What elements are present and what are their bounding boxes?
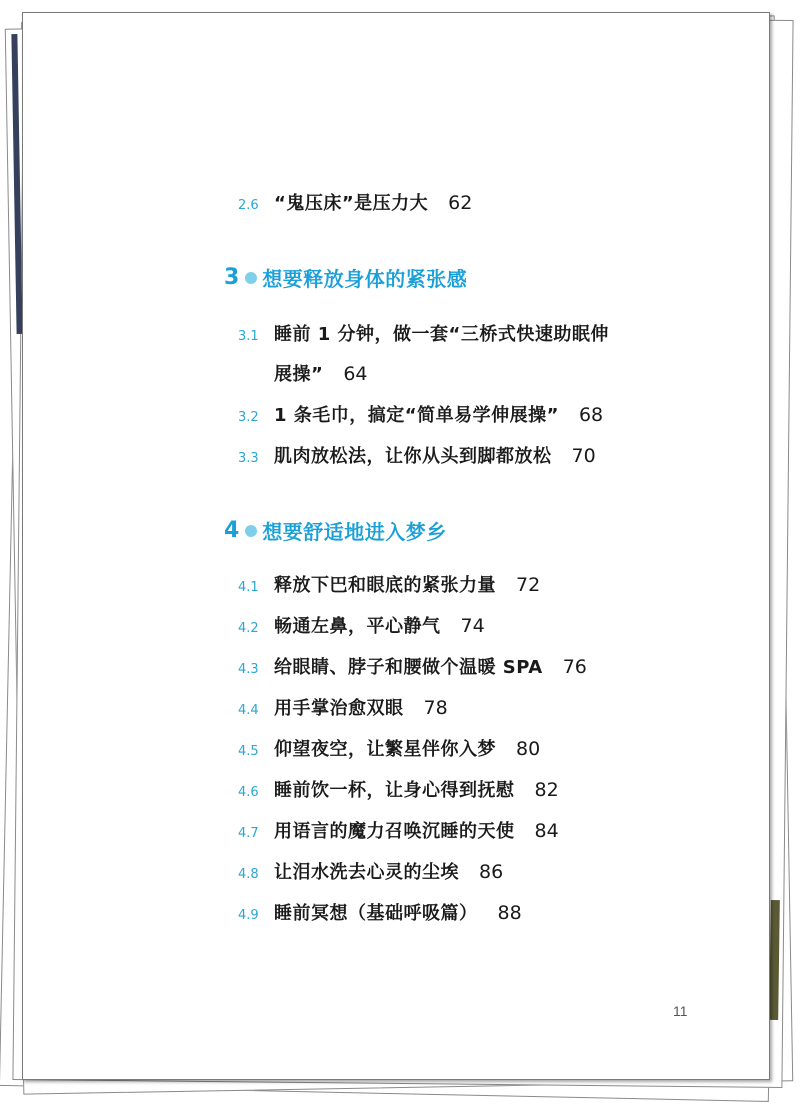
entry-number: 4.8 (238, 867, 259, 882)
entry-page-number: 80 (516, 738, 541, 760)
entry-number: 4.2 (238, 621, 259, 636)
entry-number: 4.5 (238, 744, 259, 759)
entry-number: 4.4 (238, 703, 259, 718)
entry-number: 3.2 (238, 410, 259, 425)
toc-entry (238, 776, 559, 802)
entry-title: 睡前 1 分钟，做一套“三桥式快速助眠伸 (274, 324, 609, 345)
toc-entry (238, 401, 603, 427)
entry-title: 畅通左鼻，平心静气 (274, 616, 441, 637)
entry-title: 用手掌治愈双眼 (274, 698, 404, 719)
entry-title-continuation: 展操” (274, 364, 324, 385)
toc-entry (238, 442, 596, 468)
chapter-title: 想要舒适地进入梦乡 (262, 520, 447, 544)
entry-title: 睡前冥想（基础呼吸篇） (274, 903, 478, 924)
toc-entry (238, 817, 559, 843)
entry-title: 释放下巴和眼底的紧张力量 (274, 575, 496, 596)
entry-title: 睡前饮一杯，让身心得到抚慰 (274, 780, 515, 801)
toc-entry (238, 694, 448, 720)
toc-entry (238, 571, 540, 597)
entry-number: 4.9 (238, 908, 259, 923)
chapter-number: 4 (224, 518, 240, 543)
entry-title: 让泪水洗去心灵的尘埃 (274, 862, 459, 883)
entry-page-number: 76 (562, 656, 587, 678)
entry-number: 3.1 (238, 329, 259, 344)
entry-title: 仰望夜空，让繁星伴你入梦 (274, 739, 496, 760)
entry-title: 1 条毛巾，搞定“简单易学伸展操” (274, 405, 559, 426)
entry-title: 用语言的魔力召唤沉睡的天使 (274, 821, 515, 842)
toc-entry-continuation (274, 360, 368, 386)
entry-page-number: 82 (534, 779, 559, 801)
toc-entry (238, 189, 472, 215)
entry-page-number: 68 (578, 404, 604, 426)
toc-entry (238, 735, 540, 761)
entry-page-number: 62 (448, 192, 473, 214)
entry-page-number: 70 (571, 445, 596, 467)
entry-number: 3.3 (238, 451, 259, 466)
bullet-dot-icon (245, 525, 257, 537)
entry-page-number: 72 (516, 574, 541, 596)
entry-page-number: 74 (460, 615, 485, 637)
entry-number: 4.6 (238, 785, 259, 800)
toc-page (22, 12, 770, 1080)
entry-title: 给眼睛、脖子和腰做个温暖 SPA (274, 657, 543, 678)
chapter-title: 想要释放身体的紧张感 (262, 267, 468, 291)
cover-edge (769, 900, 780, 1020)
entry-title: 肌肉放松法，让你从头到脚都放松 (274, 446, 552, 467)
chapter-heading (224, 263, 467, 292)
entry-number: 4.7 (238, 826, 259, 841)
entry-page-number: 64 (343, 363, 368, 385)
toc-entry (238, 612, 485, 638)
entry-page-number: 88 (497, 902, 522, 924)
entry-page-number: 78 (423, 697, 448, 719)
entry-page-number: 84 (534, 820, 559, 842)
toc-entry (238, 899, 522, 925)
entry-title: “鬼压床”是压力大 (274, 193, 429, 214)
entry-number: 2.6 (238, 198, 259, 213)
bullet-dot-icon (245, 272, 257, 284)
toc-entry (238, 320, 609, 346)
chapter-number: 3 (224, 265, 240, 290)
toc-entry (238, 858, 503, 884)
entry-page-number: 86 (479, 861, 504, 883)
chapter-heading (224, 516, 447, 545)
page-number: 11 (673, 1003, 688, 1019)
toc-entry (238, 653, 587, 679)
entry-number: 4.1 (238, 580, 259, 595)
entry-number: 4.3 (238, 662, 259, 677)
